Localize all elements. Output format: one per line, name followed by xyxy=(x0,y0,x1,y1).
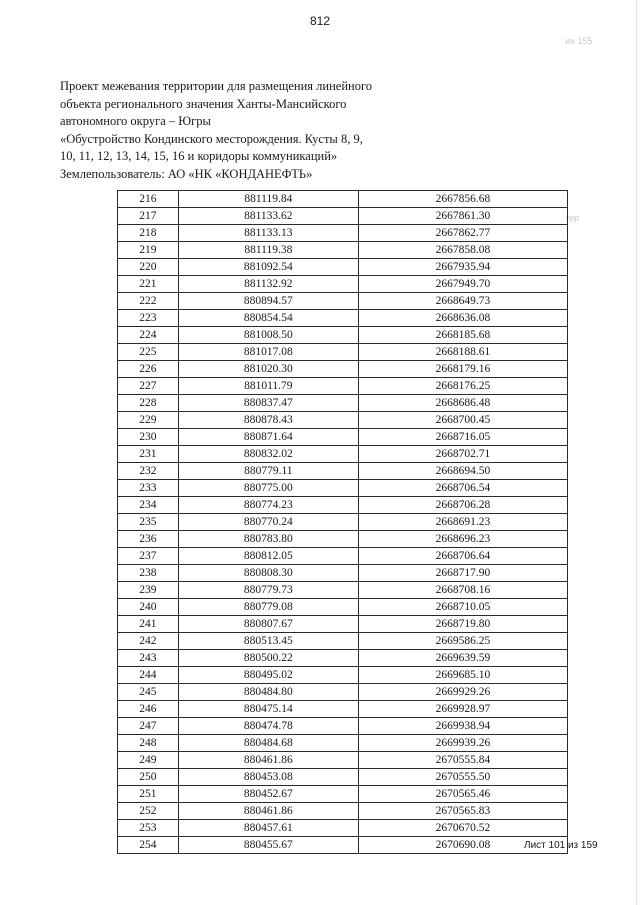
x-coordinate-cell: 880894.57 xyxy=(178,293,358,310)
x-coordinate-cell: 880513.45 xyxy=(178,633,358,650)
y-coordinate-cell: 2668185.68 xyxy=(358,327,567,344)
margin-stamp: тер xyxy=(565,213,580,223)
table-row xyxy=(118,225,568,242)
y-coordinate-cell: 2670670.52 xyxy=(358,820,567,837)
x-coordinate-cell: 880774.23 xyxy=(178,497,358,514)
x-coordinate-cell: 880484.80 xyxy=(178,684,358,701)
point-number-cell: 254 xyxy=(118,837,179,854)
point-number-cell: 247 xyxy=(118,718,179,735)
point-number-cell: 246 xyxy=(118,701,179,718)
point-number-cell: 228 xyxy=(118,395,179,412)
y-coordinate-cell: 2668636.08 xyxy=(358,310,567,327)
y-coordinate-cell: 2670555.84 xyxy=(358,752,567,769)
table-row xyxy=(118,650,568,667)
point-number-cell: 248 xyxy=(118,735,179,752)
point-number-cell: 245 xyxy=(118,684,179,701)
y-coordinate-cell: 2670565.83 xyxy=(358,803,567,820)
y-coordinate-cell: 2669939.26 xyxy=(358,735,567,752)
y-coordinate-cell: 2669685.10 xyxy=(358,667,567,684)
table-row xyxy=(118,429,568,446)
x-coordinate-cell: 881119.84 xyxy=(178,191,358,208)
x-coordinate-cell: 880808.30 xyxy=(178,565,358,582)
x-coordinate-cell: 880484.68 xyxy=(178,735,358,752)
header-line: Проект межевания территории для размещения линейного xyxy=(60,79,373,93)
table-row xyxy=(118,497,568,514)
table-row xyxy=(118,718,568,735)
point-number-cell: 218 xyxy=(118,225,179,242)
sheet-counter: Лист 101 из 159 xyxy=(524,840,598,851)
y-coordinate-cell: 2668710.05 xyxy=(358,599,567,616)
point-number-cell: 243 xyxy=(118,650,179,667)
table-row xyxy=(118,752,568,769)
point-number-cell: 251 xyxy=(118,786,179,803)
point-number-cell: 234 xyxy=(118,497,179,514)
y-coordinate-cell: 2668694.50 xyxy=(358,463,567,480)
coordinates-table-body xyxy=(118,191,568,854)
x-coordinate-cell: 881133.13 xyxy=(178,225,358,242)
table-row xyxy=(118,276,568,293)
table-row xyxy=(118,616,568,633)
x-coordinate-cell: 880783.80 xyxy=(178,531,358,548)
table-row xyxy=(118,684,568,701)
table-row xyxy=(118,480,568,497)
point-number-cell: 216 xyxy=(118,191,179,208)
margin-stamp: ин 155 xyxy=(565,36,593,46)
x-coordinate-cell: 881008.50 xyxy=(178,327,358,344)
y-coordinate-cell: 2670690.08 xyxy=(358,837,567,854)
y-coordinate-cell: 2669586.25 xyxy=(358,633,567,650)
point-number-cell: 223 xyxy=(118,310,179,327)
scan-edge xyxy=(636,0,637,905)
point-number-cell: 244 xyxy=(118,667,179,684)
point-number-cell: 219 xyxy=(118,242,179,259)
table-row xyxy=(118,820,568,837)
table-row xyxy=(118,633,568,650)
x-coordinate-cell: 880779.73 xyxy=(178,582,358,599)
page-number: 812 xyxy=(309,14,331,28)
table-row xyxy=(118,531,568,548)
table-row xyxy=(118,463,568,480)
x-coordinate-cell: 880461.86 xyxy=(178,752,358,769)
point-number-cell: 225 xyxy=(118,344,179,361)
y-coordinate-cell: 2668179.16 xyxy=(358,361,567,378)
table-row xyxy=(118,667,568,684)
table-row xyxy=(118,548,568,565)
y-coordinate-cell: 2668696.23 xyxy=(358,531,567,548)
table-row xyxy=(118,378,568,395)
y-coordinate-cell: 2668188.61 xyxy=(358,344,567,361)
y-coordinate-cell: 2670555.50 xyxy=(358,769,567,786)
point-number-cell: 253 xyxy=(118,820,179,837)
point-number-cell: 230 xyxy=(118,429,179,446)
x-coordinate-cell: 881011.79 xyxy=(178,378,358,395)
y-coordinate-cell: 2667935.94 xyxy=(358,259,567,276)
y-coordinate-cell: 2668717.90 xyxy=(358,565,567,582)
y-coordinate-cell: 2668700.45 xyxy=(358,412,567,429)
point-number-cell: 226 xyxy=(118,361,179,378)
x-coordinate-cell: 880475.14 xyxy=(178,701,358,718)
point-number-cell: 224 xyxy=(118,327,179,344)
x-coordinate-cell: 880779.11 xyxy=(178,463,358,480)
table-row xyxy=(118,837,568,854)
table-row xyxy=(118,803,568,820)
x-coordinate-cell: 880807.67 xyxy=(178,616,358,633)
x-coordinate-cell: 880461.86 xyxy=(178,803,358,820)
y-coordinate-cell: 2668708.16 xyxy=(358,582,567,599)
y-coordinate-cell: 2668706.64 xyxy=(358,548,567,565)
y-coordinate-cell: 2668706.54 xyxy=(358,480,567,497)
point-number-cell: 250 xyxy=(118,769,179,786)
header-line: Землепользователь: АО «НК «КОНДАНЕФТЬ» xyxy=(60,166,313,181)
point-number-cell: 242 xyxy=(118,633,179,650)
table-row xyxy=(118,514,568,531)
y-coordinate-cell: 2668176.25 xyxy=(358,378,567,395)
x-coordinate-cell: 880495.02 xyxy=(178,667,358,684)
point-number-cell: 249 xyxy=(118,752,179,769)
point-number-cell: 232 xyxy=(118,463,179,480)
x-coordinate-cell: 880474.78 xyxy=(178,718,358,735)
table-row xyxy=(118,599,568,616)
coordinates-table xyxy=(117,190,568,854)
header-line: объекта регионального значения Ханты-Мансийского xyxy=(60,96,347,111)
x-coordinate-cell: 880770.24 xyxy=(178,514,358,531)
x-coordinate-cell: 881132.92 xyxy=(178,276,358,293)
table-row xyxy=(118,786,568,803)
point-number-cell: 238 xyxy=(118,565,179,582)
table-row xyxy=(118,412,568,429)
y-coordinate-cell: 2668649.73 xyxy=(358,293,567,310)
point-number-cell: 231 xyxy=(118,446,179,463)
y-coordinate-cell: 2669639.59 xyxy=(358,650,567,667)
header-line: «Обустройство Кондинского месторождения. Кусты 8, 9, xyxy=(60,131,363,146)
x-coordinate-cell: 880775.00 xyxy=(178,480,358,497)
x-coordinate-cell: 880878.43 xyxy=(178,412,358,429)
x-coordinate-cell: 880837.47 xyxy=(178,395,358,412)
point-number-cell: 221 xyxy=(118,276,179,293)
table-row xyxy=(118,327,568,344)
y-coordinate-cell: 2667949.70 xyxy=(358,276,567,293)
x-coordinate-cell: 881020.30 xyxy=(178,361,358,378)
y-coordinate-cell: 2668686.48 xyxy=(358,395,567,412)
point-number-cell: 239 xyxy=(118,582,179,599)
table-row xyxy=(118,242,568,259)
y-coordinate-cell: 2667856.68 xyxy=(358,191,567,208)
point-number-cell: 229 xyxy=(118,412,179,429)
table-row xyxy=(118,395,568,412)
x-coordinate-cell: 880812.05 xyxy=(178,548,358,565)
table-row xyxy=(118,191,568,208)
y-coordinate-cell: 2667862.77 xyxy=(358,225,567,242)
table-row xyxy=(118,565,568,582)
y-coordinate-cell: 2668702.71 xyxy=(358,446,567,463)
point-number-cell: 217 xyxy=(118,208,179,225)
point-number-cell: 220 xyxy=(118,259,179,276)
table-row xyxy=(118,259,568,276)
point-number-cell: 233 xyxy=(118,480,179,497)
point-number-cell: 236 xyxy=(118,531,179,548)
x-coordinate-cell: 880455.67 xyxy=(178,837,358,854)
header-line: автономного округа – Югры xyxy=(60,114,211,129)
y-coordinate-cell: 2668706.28 xyxy=(358,497,567,514)
x-coordinate-cell: 880832.02 xyxy=(178,446,358,463)
point-number-cell: 222 xyxy=(118,293,179,310)
x-coordinate-cell: 881092.54 xyxy=(178,259,358,276)
x-coordinate-cell: 880453.08 xyxy=(178,769,358,786)
x-coordinate-cell: 880500.22 xyxy=(178,650,358,667)
y-coordinate-cell: 2668719.80 xyxy=(358,616,567,633)
x-coordinate-cell: 880457.61 xyxy=(178,820,358,837)
point-number-cell: 240 xyxy=(118,599,179,616)
x-coordinate-cell: 880854.54 xyxy=(178,310,358,327)
y-coordinate-cell: 2668716.05 xyxy=(358,429,567,446)
point-number-cell: 237 xyxy=(118,548,179,565)
y-coordinate-cell: 2669929.26 xyxy=(358,684,567,701)
point-number-cell: 227 xyxy=(118,378,179,395)
y-coordinate-cell: 2667858.08 xyxy=(358,242,567,259)
x-coordinate-cell: 880779.08 xyxy=(178,599,358,616)
table-row xyxy=(118,582,568,599)
table-row xyxy=(118,446,568,463)
x-coordinate-cell: 880871.64 xyxy=(178,429,358,446)
x-coordinate-cell: 881017.08 xyxy=(178,344,358,361)
y-coordinate-cell: 2669928.97 xyxy=(358,701,567,718)
table-row xyxy=(118,361,568,378)
table-row xyxy=(118,769,568,786)
point-number-cell: 235 xyxy=(118,514,179,531)
y-coordinate-cell: 2667861.30 xyxy=(358,208,567,225)
table-row xyxy=(118,735,568,752)
table-row xyxy=(118,293,568,310)
table-row xyxy=(118,310,568,327)
x-coordinate-cell: 881119.38 xyxy=(178,242,358,259)
document-header xyxy=(60,78,390,184)
x-coordinate-cell: 880452.67 xyxy=(178,786,358,803)
point-number-cell: 252 xyxy=(118,803,179,820)
table-row xyxy=(118,208,568,225)
x-coordinate-cell: 881133.62 xyxy=(178,208,358,225)
y-coordinate-cell: 2669938.94 xyxy=(358,718,567,735)
table-row xyxy=(118,701,568,718)
header-line: 10, 11, 12, 13, 14, 15, 16 и коридоры коммуникаций» xyxy=(60,149,338,164)
y-coordinate-cell: 2668691.23 xyxy=(358,514,567,531)
point-number-cell: 241 xyxy=(118,616,179,633)
y-coordinate-cell: 2670565.46 xyxy=(358,786,567,803)
table-row xyxy=(118,344,568,361)
